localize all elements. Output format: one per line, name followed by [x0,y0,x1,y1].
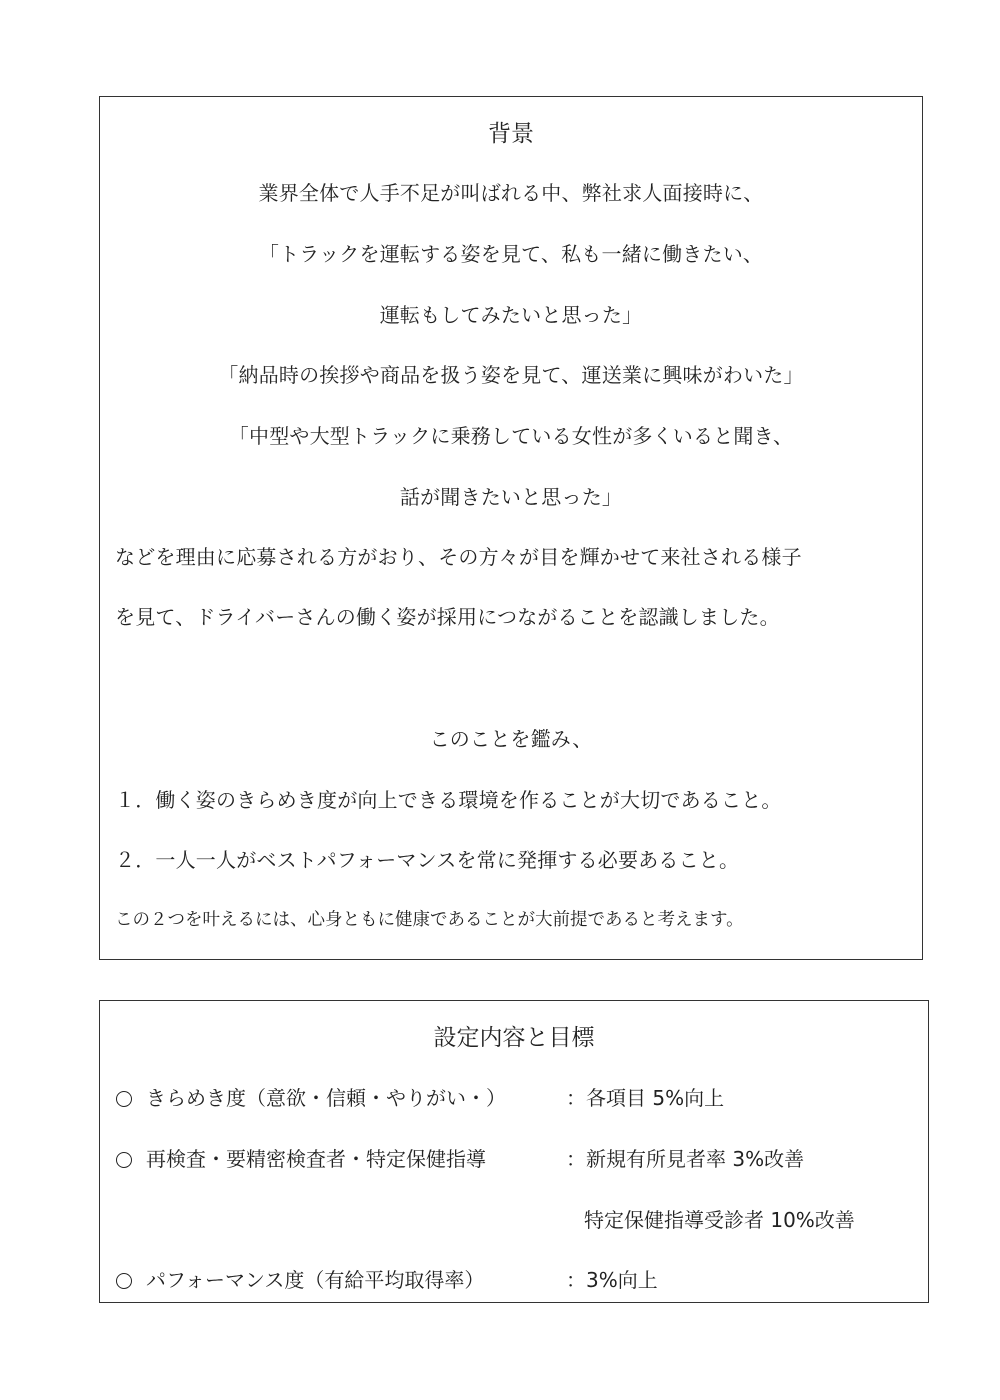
point-2: ２．一人一人がベストパフォーマンスを常に発揮する必要あること。 [115,848,740,872]
target-value-3: ：3%向上 [566,1268,658,1292]
target-value-1: ：各項目 5%向上 [566,1086,725,1110]
background-line-5: 「中型や大型トラックに乗務している女性が多くいると聞き、 [228,424,794,448]
background-line-6: 話が聞きたいと思った」 [399,485,623,509]
background-line-4: 「納品時の挨拶や商品を扱う姿を見て、運送業に興味がわいた」 [218,363,804,387]
conclusion-line: この２つを叶えるには、心身ともに健康であることが大前提であると考えます。 [115,910,744,930]
background-line-3: 運転もしてみたいと思った」 [379,303,643,327]
background-line-1: 業界全体で人手不足が叫ばれる中、弊社求人面接時に、 [258,181,764,205]
target-item-1 [116,1083,506,1113]
target-item-2 [116,1144,486,1174]
point-1: １．働く姿のきらめき度が向上できる環境を作ることが大切であること。 [115,788,782,812]
target-label-2: 再検査・要精密検査者・特定保健指導 [146,1147,486,1171]
background-section [99,96,923,960]
target-label-3: パフォーマンス度（有給平均取得率） [146,1268,485,1292]
circle-bullet-icon [116,1273,132,1289]
targets-title: 設定内容と目標 [433,1025,595,1051]
circle-bullet-icon [116,1091,132,1107]
background-paragraph-line-1: などを理由に応募される方がおり、その方々が目を輝かせて来社される様子 [115,545,802,569]
target-item-3 [116,1265,484,1295]
target-value-2b: 特定保健指導受診者 10%改善 [584,1208,855,1232]
circle-bullet-icon [116,1152,132,1168]
consideration-line: このことを鑑み、 [429,727,593,751]
targets-section [99,1000,929,1303]
background-line-2: 「トラックを運転する姿を見て、私も一緒に働きたい、 [258,242,764,266]
background-title: 背景 [488,121,534,147]
background-paragraph-line-2: を見て、ドライバーさんの働く姿が採用につながることを認識しました。 [115,605,780,629]
target-value-2a: ：新規有所見者率 3%改善 [566,1147,805,1171]
target-label-1: きらめき度（意欲・信頼・やりがい・） [146,1086,506,1110]
